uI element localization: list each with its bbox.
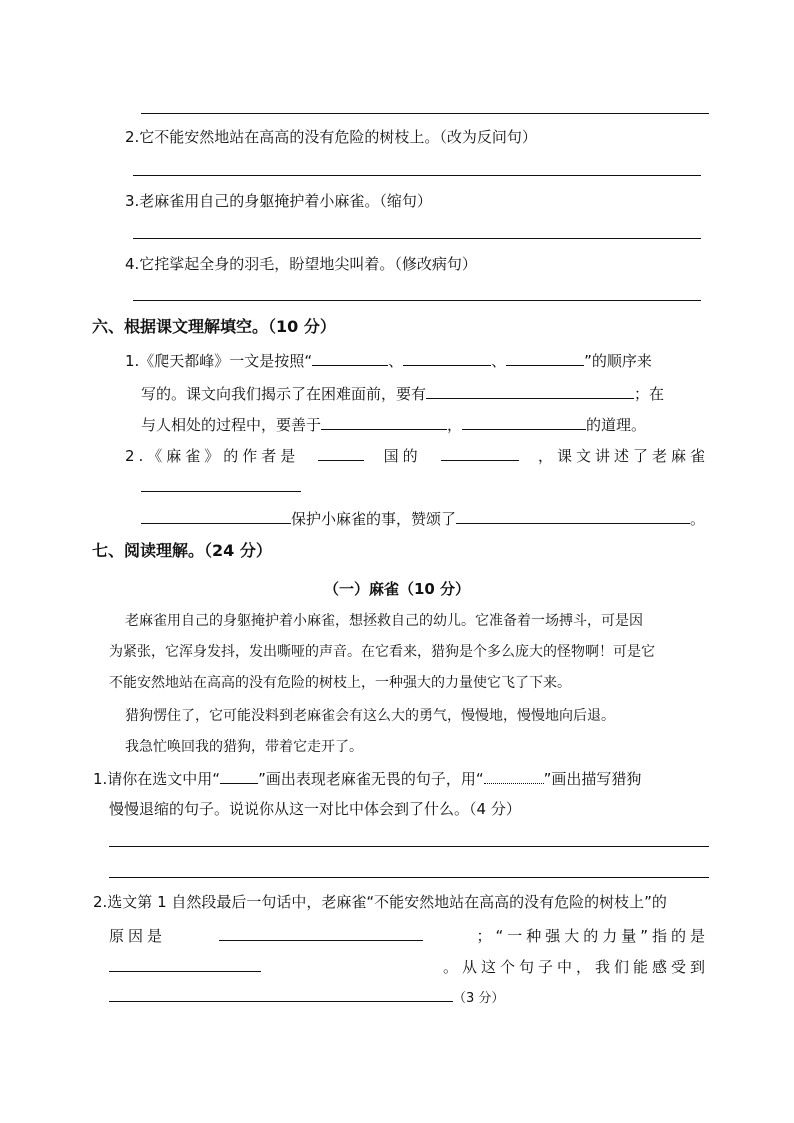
straight-line-mark — [220, 768, 258, 784]
question-7-1-line1 — [93, 768, 641, 789]
q7-2-text-b1: 原因是 — [109, 927, 167, 945]
q6-1-sep-2: 、 — [491, 352, 507, 370]
answer-line-q4[interactable] — [133, 300, 701, 301]
q7-2-text-b2: ；“一种强大的力量”指的是 — [476, 927, 709, 945]
q6-2-text-a: 2.《麻雀》的作者是 — [125, 447, 300, 465]
q6-1-text-c: 写的。课文向我们揭示了在困难面前，要有 — [141, 385, 427, 403]
q7-1-text-a: 1.请你在选文中用“ — [93, 770, 221, 788]
q6-1-text-e: 与人相处的过程中，要善于 — [141, 416, 322, 434]
blank-6-2-d[interactable] — [141, 508, 291, 524]
question-7-1-line2: 慢慢退缩的句子。说说你从这一对比中体会到了什么。（4 分） — [109, 800, 521, 818]
q6-2-text-e: 。 — [690, 510, 706, 528]
passage-line-1: 老麻雀用自己的身躯掩护着小麻雀，想拯救自己的幼儿。它准备着一场搏斗，可是因 — [125, 613, 643, 629]
passage-line-3: 不能安然地站在高高的没有危险的树枝上，一种强大的力量使它飞了下来。 — [109, 675, 571, 691]
question-5-2: 2.它不能安然地站在高高的没有危险的树枝上。（改为反问句） — [125, 128, 537, 146]
question-6-2-line3 — [141, 508, 705, 529]
blank-6-1-c[interactable] — [506, 350, 584, 366]
q6-1-sep-1: 、 — [388, 352, 404, 370]
question-6-2-line1 — [125, 445, 709, 466]
q6-2-text-c: ，课文讲述了老麻雀 — [537, 447, 709, 465]
question-7-2-line1: 2.选文第 1 自然段最后一句话中，老麻雀“不能安然地站在高高的没有危险的树枝上”的 — [93, 893, 667, 911]
blank-6-2-e[interactable] — [456, 508, 690, 524]
blank-6-2-b[interactable] — [441, 445, 519, 461]
passage-line-4: 猎狗愣住了，它可能没料到老麻雀会有这么大的勇气，慢慢地，慢慢地向后退。 — [125, 708, 615, 724]
blank-6-1-d[interactable] — [426, 383, 634, 399]
passage-line-5: 我急忙唤回我的猎狗，带着它走开了。 — [125, 739, 363, 755]
blank-6-2-a[interactable] — [318, 445, 364, 461]
q7-2-score: （3 分） — [453, 991, 505, 1006]
q7-1-text-b: ”画出表现老麻雀无畏的句子，用“ — [258, 770, 484, 788]
blank-6-1-b[interactable] — [403, 350, 491, 366]
q7-2-text-c1: 。从这个句子中，我们能感受到 — [442, 958, 709, 976]
question-7-2-line2 — [109, 925, 709, 946]
question-6-1-line3 — [141, 414, 646, 435]
question-5-3: 3.老麻雀用自己的身躯掩护着小麻雀。（缩句） — [125, 192, 432, 210]
reading-subtitle: （一）麻雀（10 分） — [323, 580, 471, 598]
question-6-1-line2 — [141, 383, 664, 404]
passage-line-2: 为紧张，它浑身发抖，发出嘶哑的声音。在它看来，猎狗是个多么庞大的怪物啊！可是它 — [109, 644, 655, 660]
section-7-heading: 七、阅读理解。（24 分） — [92, 541, 272, 560]
q6-1-text-a: 1.《爬天都峰》一文是按照“ — [125, 352, 313, 370]
section-6-heading: 六、根据课文理解填空。（10 分） — [92, 317, 336, 336]
wavy-line-mark — [484, 768, 544, 784]
answer-line-q2[interactable] — [133, 175, 701, 176]
answer-line-7-1-a[interactable] — [109, 846, 709, 847]
q7-1-text-c: ”画出描写猎狗 — [543, 770, 642, 788]
answer-line-q1[interactable] — [141, 113, 709, 114]
blank-6-1-f[interactable] — [462, 414, 586, 430]
q6-1-text-f: ， — [447, 416, 463, 434]
answer-line-q3[interactable] — [133, 238, 701, 239]
q6-2-text-b: 国的 — [383, 447, 422, 465]
blank-7-2-a[interactable] — [219, 925, 423, 941]
question-7-2-line3 — [109, 956, 709, 977]
blank-7-2-b[interactable] — [109, 956, 261, 972]
blank-6-1-a[interactable] — [312, 350, 388, 366]
blank-6-2-c[interactable] — [141, 491, 301, 492]
blank-6-1-e[interactable] — [321, 414, 447, 430]
blank-7-2-c[interactable] — [109, 986, 453, 1002]
q6-1-text-g: 的道理。 — [586, 416, 647, 434]
question-6-1-line1 — [125, 350, 652, 371]
answer-line-7-1-b[interactable] — [109, 877, 709, 878]
question-7-2-line4 — [109, 986, 504, 1009]
q6-1-text-b: ”的顺序来 — [584, 352, 652, 370]
q6-1-text-d: ；在 — [634, 385, 665, 403]
question-5-4: 4.它挓挲起全身的羽毛，盼望地尖叫着。（修改病句） — [125, 255, 477, 273]
q6-2-text-d: 保护小麻雀的事，赞颂了 — [291, 510, 457, 528]
